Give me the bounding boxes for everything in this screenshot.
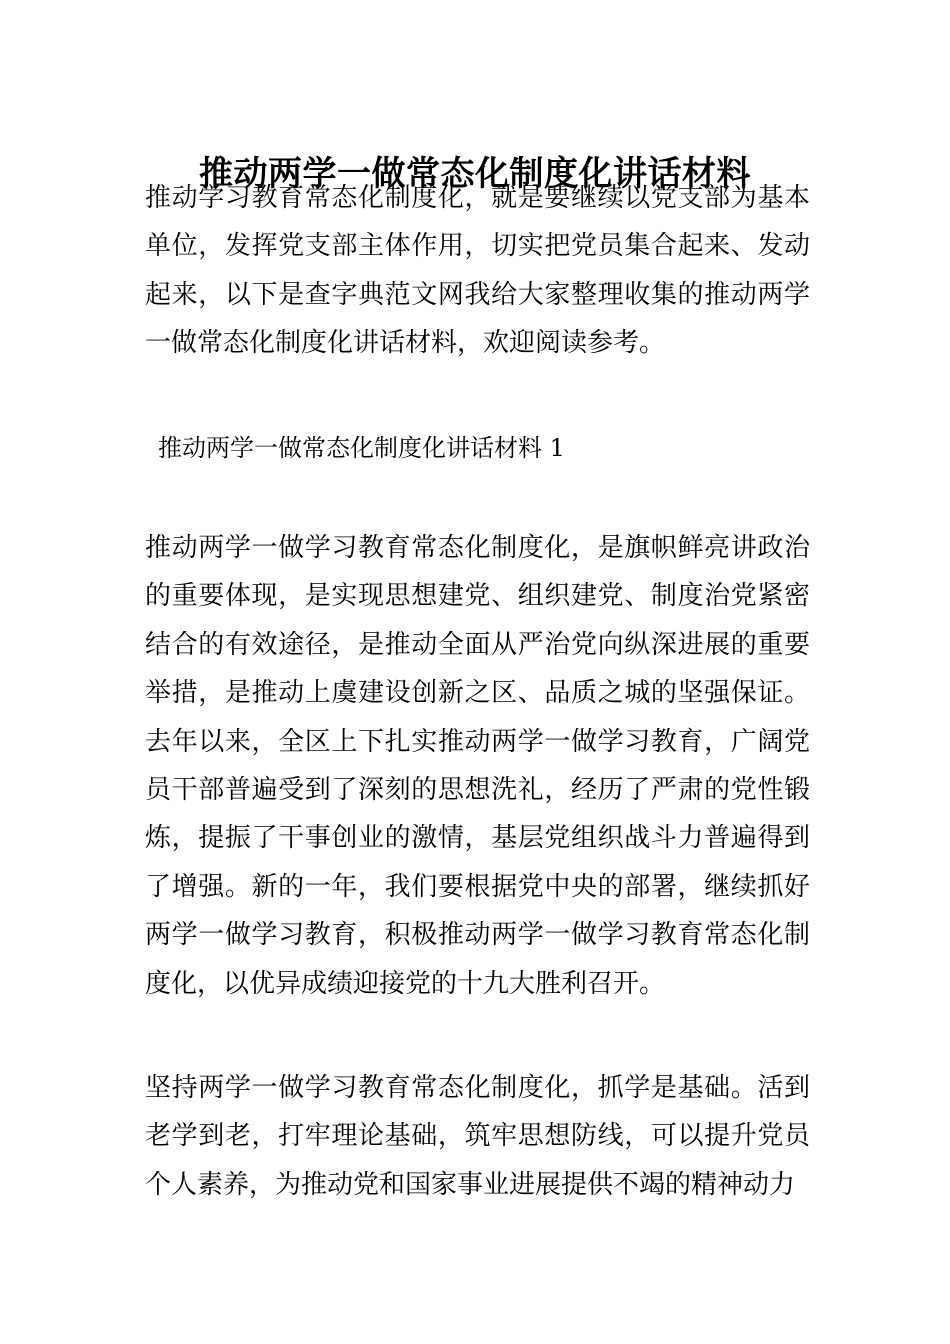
intro-paragraph: 推动学习教育常态化制度化，就是要继续以党支部为基本单位，发挥党支部主体作用，切实把党员集合起来、发动起来，以下是查字典范文网我给大家整理收集的推动两学一做常态化制度化讲话材料，欢迎阅读参考。 [145,183,810,359]
body-paragraph-1: 推动两学一做学习教育常态化制度化，是旗帜鲜亮讲政治的重要体现，是实现思想建党、组织建党、制度治党紧密结合的有效途径，是推动全面从严治党向纵深进展的重要举措，是推动上虞建设创新之区、品质之城的坚强保证。去年以来，全区上下扎实推动两学一做学习教育，广阔党员干部普遍受到了深刻的思想洗礼，经历了严肃的党性锻炼，提振了干事创业的激情，基层党组织战斗力普遍得到了增强。新的一年，我们要根据党中央的部署，继续抓好两学一做学习教育，积极推动两学一做学习教育常态化制度化，以优异成绩迎接党的十九大胜利召开。 [145,533,810,999]
document-title: 推动两学一做常态化制度化讲话材料 [199,153,751,194]
body-paragraph-2: 坚持两学一做学习教育常态化制度化，抓学是基础。活到老学到老，打牢理论基础，筑牢思想防线，可以提升党员个人素养，为推动党和国家事业进展提供不竭的精神动力 [145,1073,810,1200]
section-heading: 推动两学一做常态化制度化讲话材料 1 [158,434,565,462]
